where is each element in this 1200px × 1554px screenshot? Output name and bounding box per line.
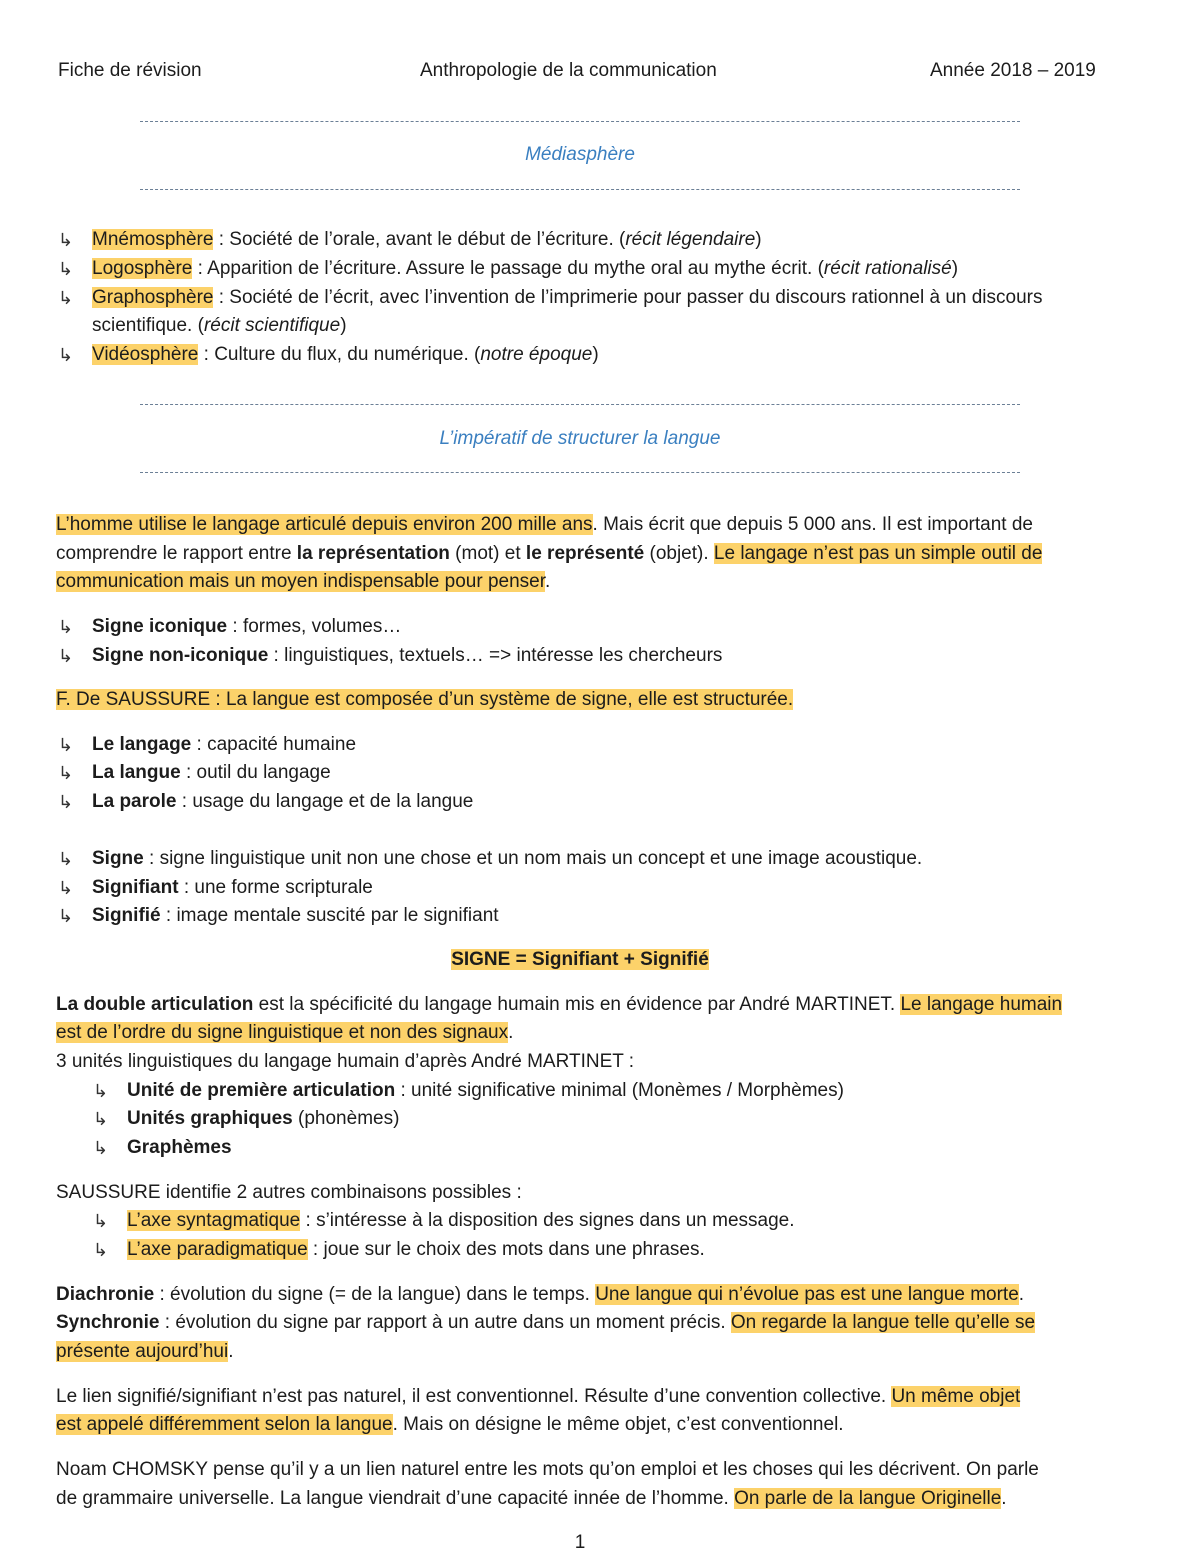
intro-line-3: communication mais un moyen indispensable pour penser. bbox=[56, 571, 551, 592]
header-right: Année 2018 – 2019 bbox=[930, 60, 1096, 81]
saussure-statement: F. De SAUSSURE : La langue est composée d’un système de signe, elle est structurée. bbox=[56, 689, 794, 710]
list-item-mnemosphere: Mnémosphère : Société de l’orale, avant le début de l’écriture. (récit légendaire) bbox=[92, 229, 762, 250]
divider bbox=[140, 472, 1020, 473]
section-title-mediasphere: Médiasphère bbox=[525, 144, 635, 165]
arrow-bullet-icon: ↳ bbox=[58, 849, 74, 869]
list-item-graphemes: Graphèmes bbox=[127, 1137, 232, 1158]
arrow-bullet-icon: ↳ bbox=[58, 230, 74, 250]
arrow-bullet-icon: ↳ bbox=[58, 792, 74, 812]
arrow-bullet-icon: ↳ bbox=[58, 345, 74, 365]
intro-line-2: comprendre le rapport entre la représentation (mot) et le représenté (objet). Le langage n’est pas un simple outil de bbox=[56, 543, 1043, 564]
arrow-bullet-icon: ↳ bbox=[58, 906, 74, 926]
list-item-signe-iconique: Signe iconique : formes, volumes… bbox=[92, 616, 402, 637]
signe-formula: SIGNE = Signifiant + Signifié bbox=[451, 949, 709, 970]
list-item-signifie: Signifié : image mentale suscité par le signifiant bbox=[92, 905, 499, 926]
intro-line-1: L’homme utilise le langage articulé depuis environ 200 mille ans. Mais écrit que depuis 5 000 ans. Il est important de bbox=[56, 514, 1033, 535]
list-item-axe-paradigmatique: L’axe paradigmatique : joue sur le choix des mots dans une phrases. bbox=[127, 1239, 705, 1260]
chomsky-line-2: de grammaire universelle. La langue viendrait d’une capacité innée de l’homme. On parle de la langue Originelle. bbox=[56, 1488, 1007, 1509]
diachronie-line: Diachronie : évolution du signe (= de la langue) dans le temps. Une langue qui n’évolue pas est une langue morte. bbox=[56, 1284, 1025, 1305]
divider bbox=[140, 189, 1020, 190]
combos-intro: SAUSSURE identifie 2 autres combinaisons possibles : bbox=[56, 1182, 522, 1203]
list-item-signe-non-iconique: Signe non-iconique : linguistiques, textuels… => intéresse les chercheurs bbox=[92, 645, 723, 666]
chomsky-line-1: Noam CHOMSKY pense qu’il y a un lien naturel entre les mots qu’on emploi et les choses qui les décrivent. On parle bbox=[56, 1459, 1039, 1480]
arrow-bullet-icon: ↳ bbox=[58, 763, 74, 783]
lien-line-1: Le lien signifié/signifiant n’est pas naturel, il est conventionnel. Résulte d’une convention collective. Un même objet bbox=[56, 1386, 1021, 1407]
arrow-bullet-icon: ↳ bbox=[58, 646, 74, 666]
list-item-videosphere: Vidéosphère : Culture du flux, du numérique. (notre époque) bbox=[92, 344, 599, 365]
arrow-bullet-icon: ↳ bbox=[58, 288, 74, 308]
martinet-line-2: est de l’ordre du signe linguistique et non des signaux. bbox=[56, 1022, 514, 1043]
lien-line-2: est appelé différemment selon la langue. Mais on désigne le même objet, c’est conventionnel. bbox=[56, 1414, 844, 1435]
martinet-line-3: 3 unités linguistiques du langage humain d’après André MARTINET : bbox=[56, 1051, 635, 1072]
list-item-langage: Le langage : capacité humaine bbox=[92, 734, 357, 755]
list-item-signifiant: Signifiant : une forme scripturale bbox=[92, 877, 373, 898]
synchronie-line: Synchronie : évolution du signe par rapport à un autre dans un moment précis. On regarde la langue telle qu’elle se bbox=[56, 1312, 1036, 1333]
arrow-bullet-icon: ↳ bbox=[58, 259, 74, 279]
arrow-bullet-icon: ↳ bbox=[93, 1240, 109, 1260]
arrow-bullet-icon: ↳ bbox=[93, 1081, 109, 1101]
header-center: Anthropologie de la communication bbox=[420, 60, 717, 81]
list-item-langue: La langue : outil du langage bbox=[92, 762, 331, 783]
arrow-bullet-icon: ↳ bbox=[93, 1138, 109, 1158]
arrow-bullet-icon: ↳ bbox=[93, 1109, 109, 1129]
list-item-graphosphere: Graphosphère : Société de l’écrit, avec l’invention de l’imprimerie pour passer du discours rationnel à un discours bbox=[92, 287, 1043, 308]
section-title-imperatif: L’impératif de structurer la langue bbox=[439, 428, 721, 449]
list-item-parole: La parole : usage du langage et de la langue bbox=[92, 791, 474, 812]
list-item-axe-syntagmatique: L’axe syntagmatique : s’intéresse à la disposition des signes dans un message. bbox=[127, 1210, 795, 1231]
martinet-line-1: La double articulation est la spécificité du langage humain mis en évidence par André MARTINET. Le langage humain bbox=[56, 994, 1063, 1015]
arrow-bullet-icon: ↳ bbox=[58, 617, 74, 637]
arrow-bullet-icon: ↳ bbox=[58, 878, 74, 898]
arrow-bullet-icon: ↳ bbox=[93, 1211, 109, 1231]
list-item-logosphere: Logosphère : Apparition de l’écriture. Assure le passage du mythe oral au mythe écrit. (récit rationalisé) bbox=[92, 258, 959, 279]
divider bbox=[140, 404, 1020, 405]
list-item-unites-graphiques: Unités graphiques (phonèmes) bbox=[127, 1108, 400, 1129]
synchronie-line-cont: présente aujourd’hui. bbox=[56, 1341, 234, 1362]
list-item-graphosphere-cont: scientifique. (récit scientifique) bbox=[92, 315, 347, 336]
divider bbox=[140, 121, 1020, 122]
header-left: Fiche de révision bbox=[58, 60, 202, 81]
list-item-unite-premiere: Unité de première articulation : unité significative minimal (Monèmes / Morphèmes) bbox=[127, 1080, 844, 1101]
list-item-signe: Signe : signe linguistique unit non une chose et un nom mais un concept et une image acoustique. bbox=[92, 848, 923, 869]
page-number: 1 bbox=[574, 1532, 586, 1553]
arrow-bullet-icon: ↳ bbox=[58, 735, 74, 755]
